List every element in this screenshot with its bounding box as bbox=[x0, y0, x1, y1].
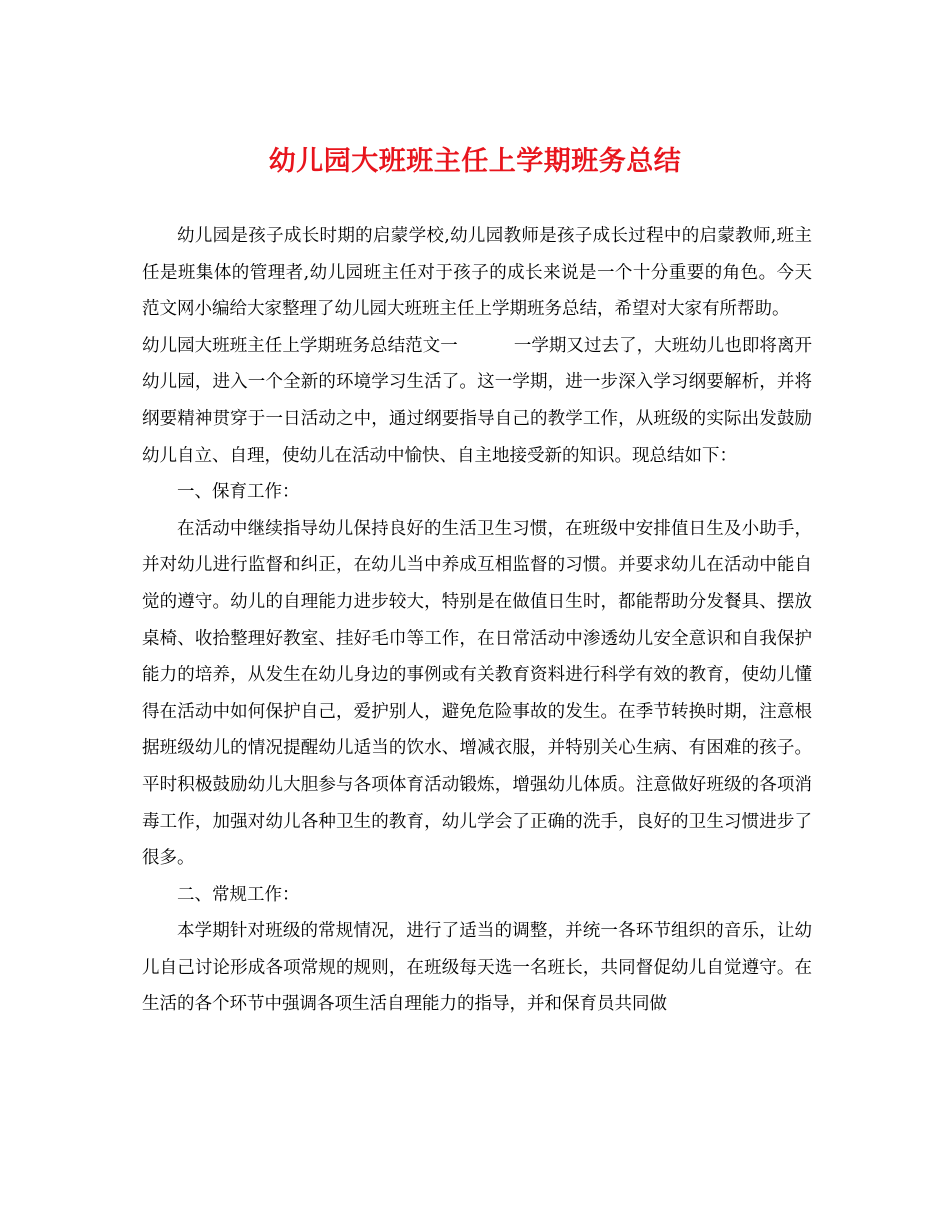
sample-opening: 一学期又过去了，大班幼儿也即将离开幼儿园，进入一个全新的环境学习生活了。这一学期，进一步深入学习纲要解析，并将纲要精神贯穿于一日活动之中，通过纲要指导自己的教学工作，从班级的实际出发鼓励幼儿自立、自理，使幼儿在活动中愉快、自主地接受新的知识。现总结如下： bbox=[142, 335, 813, 466]
section1-heading: 一、保育工作： bbox=[177, 482, 300, 503]
document-title: 幼儿园大班班主任上学期班务总结 bbox=[268, 146, 682, 177]
section1-paragraph: 在活动中继续指导幼儿保持良好的生活卫生习惯，在班级中安排值日生及小助手，并对幼儿进行监督和纠正，在幼儿当中养成互相监督的习惯。并要求幼儿在活动中能自觉的遵守。幼儿的自理能力进步较大，特别是在做值日生时，都能帮助分发餐具、摆放桌椅、收拾整理好教室、挂好毛巾等工作，在日常活动中渗透幼儿安全意识和自我保护能力的培养，从发生在幼儿身边的事例或有关教育资料进行科学有效的教育，使幼儿懂得在活动中如何保护自己，爱护别人，避免危险事故的发生。在季节转换时期，注意根据班级幼儿的情况提醒幼儿适当的饮水、增减衣服，并特别关心生病、有困难的孩子。平时积极鼓励幼儿大胆参与各项体育活动锻炼，增强幼儿体质。注意做好班级的各项消毒工作，加强对幼儿各种卫生的教育，幼儿学会了正确的洗手，良好的卫生习惯进步了很多。 bbox=[142, 518, 812, 869]
sample-paragraph bbox=[142, 328, 812, 474]
document-body bbox=[142, 218, 812, 1023]
sample-heading: 幼儿园大班班主任上学期班务总结范文一 bbox=[142, 335, 458, 356]
section2-paragraph: 本学期针对班级的常规情况，进行了适当的调整，并统一各环节组织的音乐，让幼儿自己讨论形成各项常规的规则，在班级每天选一名班长，共同督促幼儿自觉遵守。在生活的各个环节中强调各项生活自理能力的指导，并和保育员共同做 bbox=[142, 921, 812, 1015]
section2-heading: 二、常规工作： bbox=[177, 884, 300, 905]
intro-paragraph: 幼儿园是孩子成长时期的启蒙学校,幼儿园教师是孩子成长过程中的启蒙教师,班主任是班集体的管理者,幼儿园班主任对于孩子的成长来说是一个十分重要的角色。今天范文网小编给大家整理了幼儿园大班班主任上学期班务总结，希望对大家有所帮助。 bbox=[142, 226, 812, 320]
